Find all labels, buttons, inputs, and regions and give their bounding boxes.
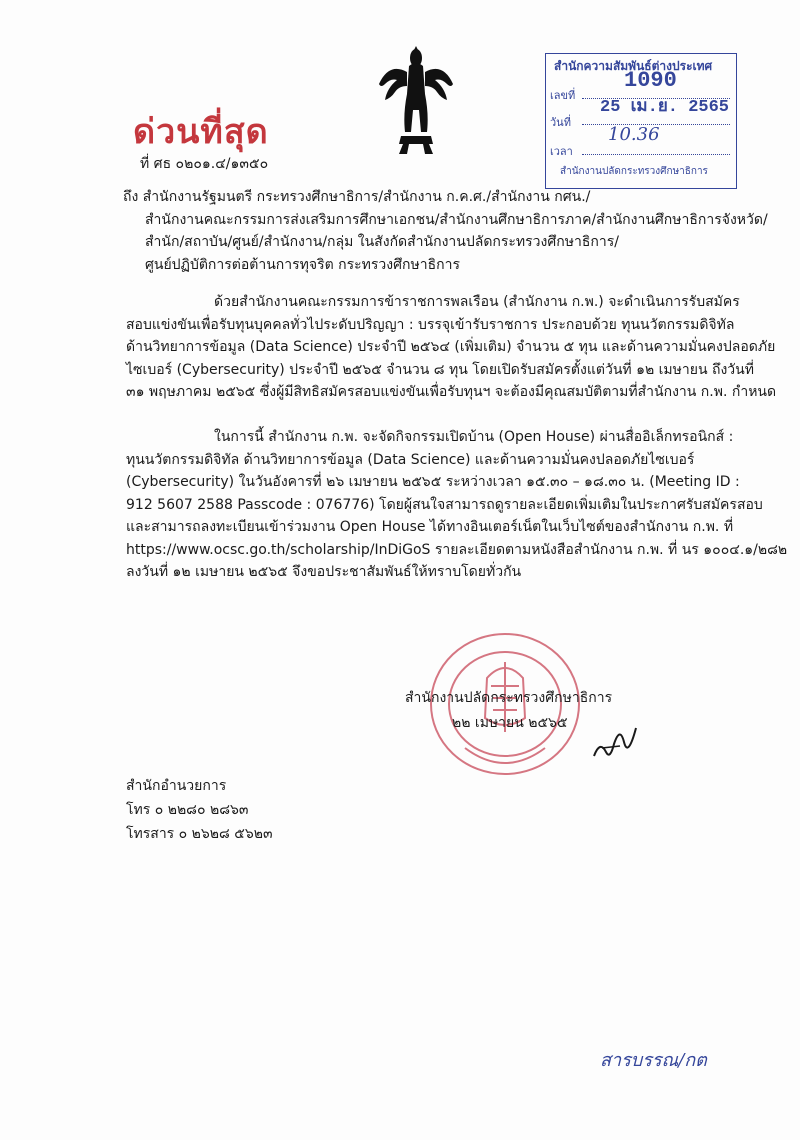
stamp-no-value: 1090 <box>624 68 677 93</box>
handwritten-note: สารบรรณ/กต <box>600 1050 707 1071</box>
garuda-emblem-icon <box>375 44 457 156</box>
paragraph-line: ๓๑ พฤษภาคม ๒๕๖๕ ซึ่งผู้มีสิทธิสมัครสอบแข่งขันเพื่อรับทุนฯ จะต้องมีคุณสมบัติตามที่สำนักงาน ก.พ. กำหนด <box>126 384 777 400</box>
contact-unit: สำนักอำนวยการ <box>126 778 227 794</box>
paragraph-line: ด้านวิทยาการข้อมูล (Data Science) ประจำปี ๒๕๖๔ (เพิ่มเติม) จำนวน ๕ ทุน และด้านความมั่นคงปลอดภัย <box>126 339 776 355</box>
paragraph-line: 912 5607 2588 Passcode : 076776) โดยผู้สนใจสามารถดูรายละเอียดเพิ่มเติมในประกาศรับสมัครสอบ <box>126 496 763 513</box>
addressee-block <box>123 186 768 276</box>
received-stamp <box>545 53 737 189</box>
contact-phone: โทร ๐ ๒๒๘๐ ๒๘๖๓ <box>126 802 249 818</box>
paragraph-line: ในการนี้ สำนักงาน ก.พ. จะจัดกิจกรรมเปิดบ้าน (Open House) ผ่านสื่ออิเล็กทรอนิกส์ : <box>214 429 734 445</box>
signing-office: สำนักงานปลัดกระทรวงศึกษาธิการ <box>405 690 613 706</box>
paragraph-line: ไซเบอร์ (Cybersecurity) ประจำปี ๒๕๖๕ จำนวน ๘ ทุน โดยเปิดรับสมัครตั้งแต่วันที่ ๑๒ เมษายน ถึงวันที่ <box>126 361 754 378</box>
addressee-line: ศูนย์ปฏิบัติการต่อต้านการทุจริต กระทรวงศึกษาธิการ <box>145 256 460 273</box>
addressee-line: สำนักงานคณะกรรมการส่งเสริมการศึกษาเอกชน/สำนักงานศึกษาธิการภาค/สำนักงานศึกษาธิการจังหวัด/ <box>145 211 768 228</box>
signing-date: ๒๒ เมษายน ๒๕๖๕ <box>452 715 568 731</box>
paragraph-line: ลงวันที่ ๑๒ เมษายน ๒๕๖๕ จึงขอประชาสัมพันธ์ให้ทราบโดยทั่วกัน <box>126 564 522 580</box>
paragraph-line: (Cybersecurity) ในวันอังคารที่ ๒๖ เมษายน ๒๕๖๕ ระหว่างเวลา ๑๕.๓๐ – ๑๘.๓๐ น. (Meeting ID : <box>126 474 740 490</box>
contact-fax: โทรสาร ๐ ๒๖๒๘ ๕๖๒๓ <box>126 826 273 842</box>
addressee-line: สำนัก/สถาบัน/ศูนย์/สำนักงาน/กลุ่ม ในสังกัดสำนักงานปลัดกระทรวงศึกษาธิการ/ <box>145 234 619 250</box>
stamp-footer: สำนักงานปลัดกระทรวงศึกษาธิการ <box>560 166 708 177</box>
paragraph-line: ด้วยสำนักงานคณะกรรมการข้าราชการพลเรือน (สำนักงาน ก.พ.) จะดำเนินการรับสมัคร <box>214 294 740 310</box>
stamp-org: สำนักความสัมพันธ์ต่างประเทศ <box>554 59 713 73</box>
stamp-time-value: 10.36 <box>608 124 660 145</box>
paragraph-line: สอบแข่งขันเพื่อรับทุนบุคคลทั่วไประดับปริญญา : บรรจุเข้ารับราชการ ประกอบด้วย ทุนนวัตกรรมดิจิทัล <box>126 316 735 333</box>
stamp-date-label: วันที่ <box>550 117 571 129</box>
document-number: ที่ ศธ ๐๒๐๑.๔/๑๓๕๐ <box>140 156 269 172</box>
paragraph-line: ทุนนวัตกรรมดิจิทัล ด้านวิทยาการข้อมูล (Data Science) และด้านความมั่นคงปลอดภัยไซเบอร์ <box>126 451 695 468</box>
paragraph-line: https://www.ocsc.go.th/scholarship/InDiGoS รายละเอียดตามหนังสือสำนักงาน ก.พ. ที่ นร ๑๐๐๔.๑/๒๘๒ <box>126 541 788 558</box>
paragraph-line: และสามารถลงทะเบียนเข้าร่วมงาน Open House ได้ทางอินเตอร์เน็ตในเว็บไซต์ของสำนักงาน ก.พ. ที่ <box>126 519 734 535</box>
body-paragraph-2 <box>126 426 787 584</box>
stamp-time-label: เวลา <box>550 146 573 158</box>
signature-icon <box>590 722 640 762</box>
stamp-date-value: 25 เม.ย. 2565 <box>600 98 729 117</box>
stamp-no-label: เลขที่ <box>550 90 576 102</box>
contact-block <box>126 774 273 846</box>
urgency-label: ด่วนที่สุด <box>133 112 269 152</box>
addressee-line: ถึง สำนักงานรัฐมนตรี กระทรวงศึกษาธิการ/สำนักงาน ก.ค.ศ./สำนักงาน กศน./ <box>123 189 591 205</box>
body-paragraph-1 <box>126 291 776 404</box>
